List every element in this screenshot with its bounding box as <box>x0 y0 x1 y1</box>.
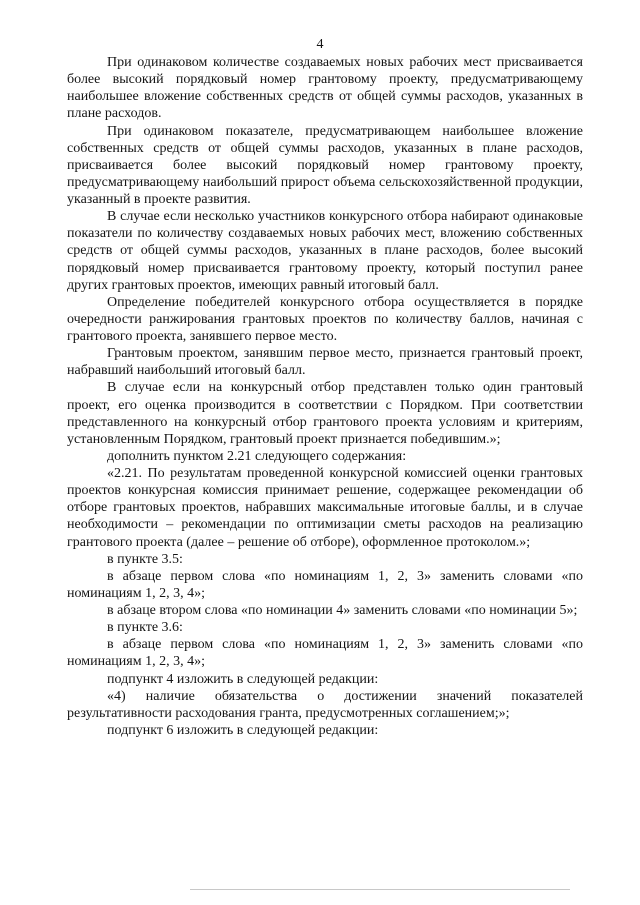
paragraph: в пункте 3.5: <box>107 551 183 567</box>
paragraph: в абзаце втором слова «по номинации 4» заменить словами «по номинации 5»; <box>107 603 578 618</box>
bottom-divider <box>190 889 570 890</box>
page-number: 4 <box>316 37 324 52</box>
paragraph: дополнить пунктом 2.21 следующего содержания: <box>107 448 407 464</box>
paragraph: Грантовым проектом, занявшим первое место, признается грантовый проект, набравший наибольший итоговый балл. <box>67 346 583 379</box>
paragraph: При одинаковом показателе, предусматривающем наибольшее вложение собственных средств от общей суммы расходов, указанных в плане расходов, присваивается более высокий порядковый номер грантовому проекту, предусматривающему наибольший прирост объема сельскохозяйственной продукции, указанный в проекте развития. <box>67 123 583 207</box>
paragraph: При одинаковом количестве создаваемых новых рабочих мест присваивается более высокий порядковый номер грантовому проекту, предусматривающему наибольшее вложение собственных средств от общей суммы расходов, указанных в плане расходов. <box>67 55 583 122</box>
paragraph: в пункте 3.6: <box>107 620 183 636</box>
paragraph: Определение победителей конкурсного отбора осуществляется в порядке очередности ранжирования грантовых проектов по количеству баллов, начиная с грантового проекта, занявшего первое место. <box>67 294 583 344</box>
paragraph: В случае если на конкурсный отбор представлен только один грантовый проект, его оценка производится в соответствии с Порядком. При соответствии представленного на конкурсный отбор грантового проекта условиям и критериям, установленным Порядком, грантовый проект признается победившим.»; <box>67 380 583 447</box>
paragraph: В случае если несколько участников конкурсного отбора набирают одинаковые показатели по количеству создаваемых новых рабочих мест, вложению собственных средств от общей суммы расходов, указанных в плане расходов, более высокий порядковый номер присваивается грантовому проекту, который поступил ранее других грантовых проектов, имеющих равный итоговый балл. <box>67 209 583 293</box>
paragraph: «2.21. По результатам проведенной конкурсной комиссией оценки грантовых проектов конкурсная комиссия принимает решение, содержащее рекомендации об отборе грантовых проектов, набравших максимальные итоговые баллы, и в случае необходимости – рекомендации по оптимизации сметы расходов на реализацию грантового проекта (далее – решение об отборе), оформленное протоколом.»; <box>67 466 583 550</box>
paragraph: «4) наличие обязательства о достижении значений показателей результативности расходования гранта, предусмотренных соглашением;»; <box>67 688 583 721</box>
paragraph: подпункт 6 изложить в следующей редакции: <box>107 722 379 738</box>
paragraph: в абзаце первом слова «по номинациям 1, 2, 3» заменить словами «по номинациям 1, 2, 3, 4»; <box>67 637 583 670</box>
paragraph: в абзаце первом слова «по номинациям 1, 2, 3» заменить словами «по номинациям 1, 2, 3, 4»; <box>67 568 583 601</box>
paragraph: подпункт 4 изложить в следующей редакции: <box>107 671 379 687</box>
document-body <box>67 54 583 739</box>
